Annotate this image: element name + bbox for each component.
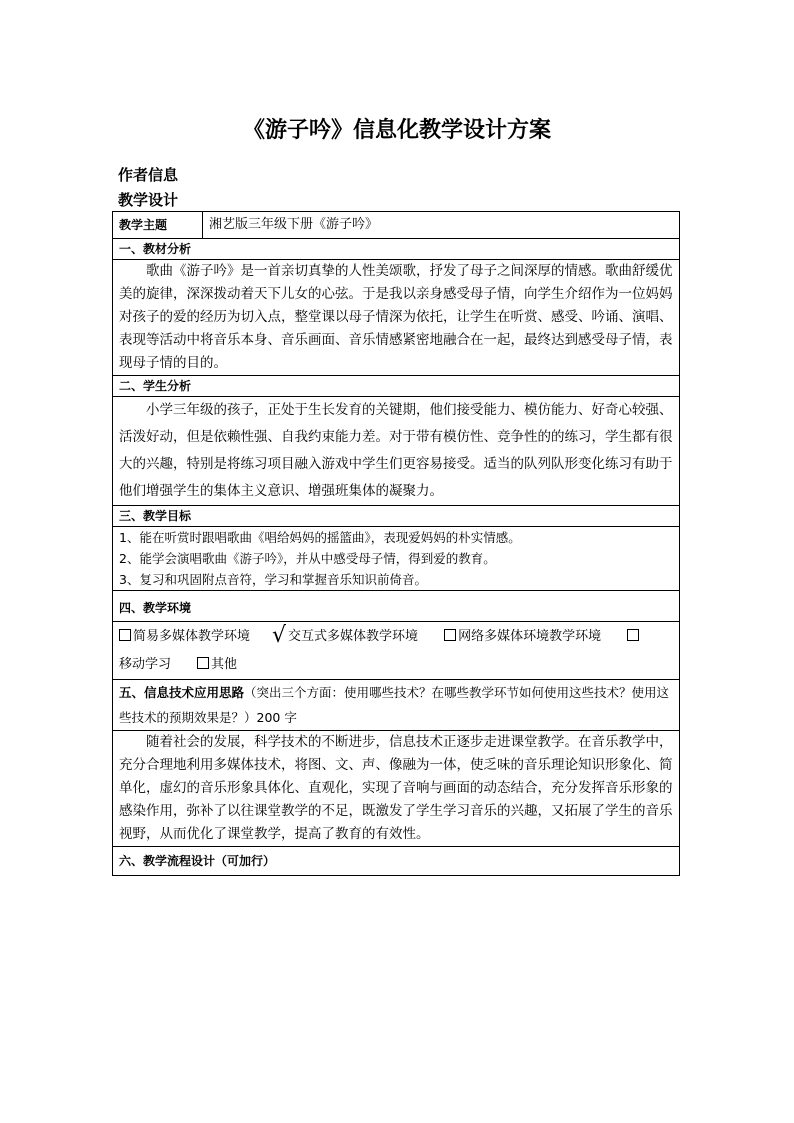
section-4-header: 四、教学环境 [113, 591, 680, 622]
section-1-body-row [113, 260, 680, 376]
section-4-body-row [113, 622, 680, 680]
section-1-header: 一、教材分析 [113, 239, 680, 260]
section-5-note: （突出三个方面：使用哪些技术？在哪些教学环节如何使用这些技术？使用这些技术的预期效果是？）200 字 [119, 685, 670, 725]
checkbox-empty-icon[interactable] [627, 629, 639, 641]
section-2-body-row [113, 397, 680, 506]
section-4-options [113, 622, 680, 680]
section-5-body-row [113, 731, 680, 847]
option-mobile-learning[interactable]: 移动学习 [119, 657, 172, 672]
section-5-title: 五、信息技术应用思路 [119, 685, 245, 700]
section-4-header-row [113, 591, 680, 622]
section-5-header-row [113, 680, 680, 731]
section-2-header-row [113, 376, 680, 397]
section-3-goals [113, 527, 680, 591]
section-6-header-row [113, 847, 680, 876]
topic-row [113, 212, 680, 239]
topic-label: 教学主题 [113, 212, 203, 239]
checkbox-empty-icon[interactable] [197, 657, 209, 669]
section-5-header [113, 680, 680, 731]
section-3-header-row [113, 506, 680, 527]
section-3-header: 三、教学目标 [113, 506, 680, 527]
teaching-design-heading: 教学设计 [118, 191, 179, 209]
section-2-body: 小学三年级的孩子，正处于生长发育的关键期，他们接受能力、模仿能力、好奇心较强、活泼好动，但是依赖性强、自我约束能力差。对于带有模仿性、竞争性的的练习，学生都有很大的兴趣，特别是将练习项目融入游戏中学生们更容易接受。适当的队列队形变化练习有助于他们增强学生的集体主义意识、增强班集体的凝聚力。 [113, 397, 680, 506]
design-table [112, 211, 680, 876]
topic-value: 湘艺版三年级下册《游子吟》 [203, 212, 680, 239]
option-simple-multimedia[interactable]: 简易多媒体教学环境 [119, 629, 250, 644]
checkmark-icon: √ [272, 623, 287, 648]
goal-item: 1、能在听赏时跟唱歌曲《唱给妈妈的摇篮曲》，表现爱妈妈的朴实情感。 [119, 530, 521, 545]
section-3-body-row [113, 527, 680, 591]
option-other[interactable]: 其他 [197, 657, 237, 672]
section-6-header: 六、教学流程设计（可加行） [113, 847, 680, 876]
section-1-body: 歌曲《游子吟》是一首亲切真挚的人性美颂歌，抒发了母子之间深厚的情感。歌曲舒缓优美的旋律，深深拨动着天下儿女的心弦。于是我以亲身感受母子情，向学生介绍作为一位妈妈对孩子的爱的经历为切入点，整堂课以母子情深为依托，让学生在听赏、感受、吟诵、演唱、表现等活动中将音乐本身、音乐画面、音乐情感紧密地融合在一起，最终达到感受母子情，表现母子情的目的。 [113, 260, 680, 376]
checkbox-empty-icon[interactable] [119, 629, 131, 641]
option-network-multimedia[interactable]: 网络多媒体环境教学环境 [444, 629, 601, 644]
section-2-header: 二、学生分析 [113, 376, 680, 397]
section-1-header-row [113, 239, 680, 260]
section-5-body: 随着社会的发展，科学技术的不断进步，信息技术正逐步走进课堂教学。在音乐教学中，充分合理地利用多媒体技术，将图、文、声、像融为一体，使乏味的音乐理论知识形象化、简单化，虚幻的音乐形象具体化、直观化，实现了音响与画面的动态结合，充分发挥音乐形象的感染作用，弥补了以往课堂教学的不足，既激发了学生学习音乐的兴趣，又拓展了学生的音乐视野，从而优化了课堂教学，提高了教育的有效性。 [113, 731, 680, 847]
checkbox-empty-icon[interactable] [444, 629, 456, 641]
page-title: 《游子吟》信息化教学设计方案 [242, 117, 551, 143]
goal-item: 2、能学会演唱歌曲《游子吟》，并从中感受母子情，得到爱的教育。 [119, 551, 496, 566]
goal-item: 3、复习和巩固附点音符，学习和掌握音乐知识前倚音。 [119, 572, 427, 587]
option-interactive-multimedia[interactable]: 交互式多媒体教学环境 [288, 629, 419, 644]
author-info-heading: 作者信息 [118, 166, 179, 184]
